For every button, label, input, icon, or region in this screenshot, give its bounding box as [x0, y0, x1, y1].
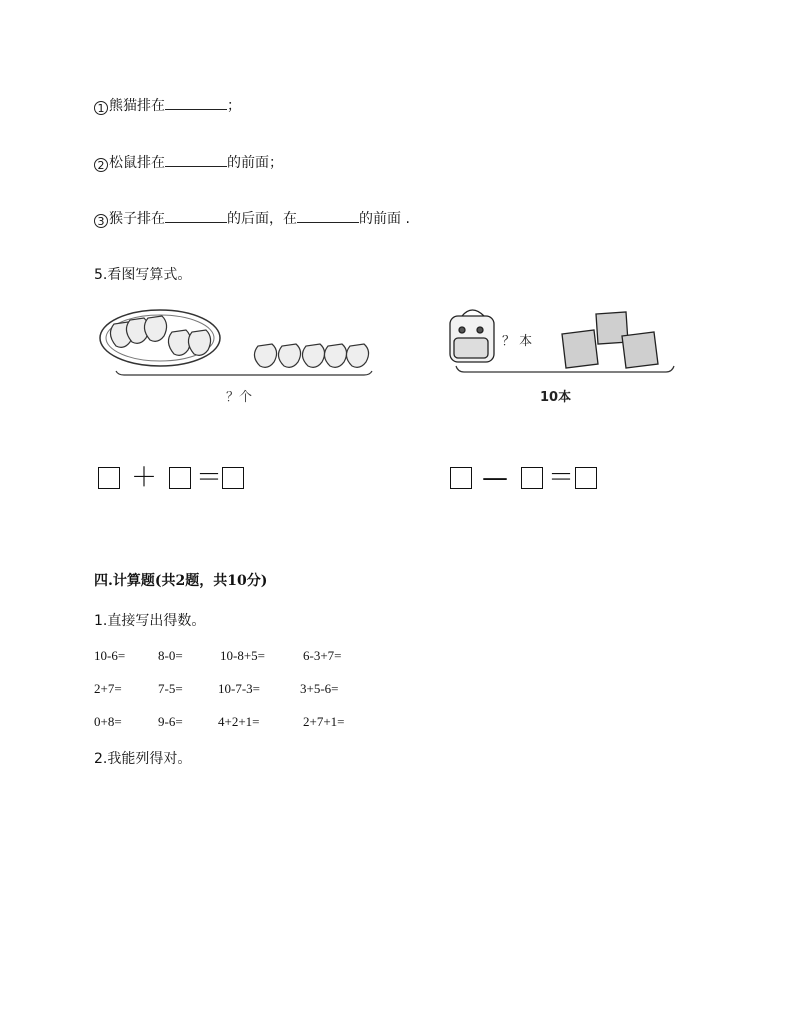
calc-item: 2+7=: [94, 681, 122, 696]
circled-number: 3: [94, 214, 108, 228]
calc-item: 0+8=: [94, 714, 122, 729]
question-text: 松鼠排在: [109, 155, 165, 171]
question-1: [94, 95, 241, 115]
answer-blank[interactable]: [297, 209, 359, 223]
answer-blank[interactable]: [165, 96, 227, 110]
answer-box[interactable]: [222, 467, 244, 489]
calc-item: 10-6=: [94, 648, 126, 663]
circled-number: 2: [94, 158, 108, 172]
calc-item: 6-3+7=: [303, 648, 342, 663]
calc-item: 8-0=: [158, 648, 183, 663]
minus-sign: —: [482, 463, 508, 493]
q2-title: 2.我能列得对。: [94, 751, 192, 767]
question-text: 的前面 .: [359, 211, 410, 227]
equals-sign: ＝: [196, 463, 223, 493]
answer-box[interactable]: [521, 467, 543, 489]
calc-item: 2+7+1=: [303, 714, 345, 729]
strawberry-icons: [110, 316, 368, 367]
plus-sign: ＋: [131, 463, 158, 493]
q5-title: 5.看图写算式。: [94, 267, 192, 283]
question-text: 的前面；: [227, 155, 283, 171]
schoolbag-icon: [450, 310, 494, 362]
calc-item: 4+2+1=: [218, 714, 260, 729]
brace-line: [116, 371, 372, 375]
calc-item: 10-7-3=: [218, 681, 260, 696]
calc-item: 10-8+5=: [220, 648, 265, 663]
right-figure-total: 10本: [540, 390, 572, 405]
answer-box[interactable]: [450, 467, 472, 489]
question-text: 猴子排在: [109, 211, 165, 227]
right-figure-question: ？ 本: [502, 334, 533, 349]
answer-blank[interactable]: [165, 209, 227, 223]
calc-item: 9-6=: [158, 714, 183, 729]
question-text: 熊猫排在: [109, 98, 165, 114]
circled-number: 1: [94, 101, 108, 115]
question-text: ；: [227, 98, 241, 114]
equals-sign: ＝: [548, 463, 575, 493]
book-icons: [562, 312, 658, 368]
question-text: 的后面，在: [227, 211, 297, 227]
books-figure: [440, 302, 690, 382]
answer-blank[interactable]: [165, 153, 227, 167]
section-title: 四.计算题(共2题，共10分): [94, 573, 268, 589]
calc-item: 3+5-6=: [300, 681, 339, 696]
answer-box[interactable]: [575, 467, 597, 489]
answer-box[interactable]: [98, 467, 120, 489]
question-2: [94, 152, 283, 172]
question-3: [94, 208, 410, 228]
left-figure-label: ？个: [226, 390, 253, 405]
brace-line: [456, 366, 674, 372]
q1-title: 1.直接写出得数。: [94, 613, 206, 629]
calc-item: 7-5=: [158, 681, 183, 696]
answer-box[interactable]: [169, 467, 191, 489]
